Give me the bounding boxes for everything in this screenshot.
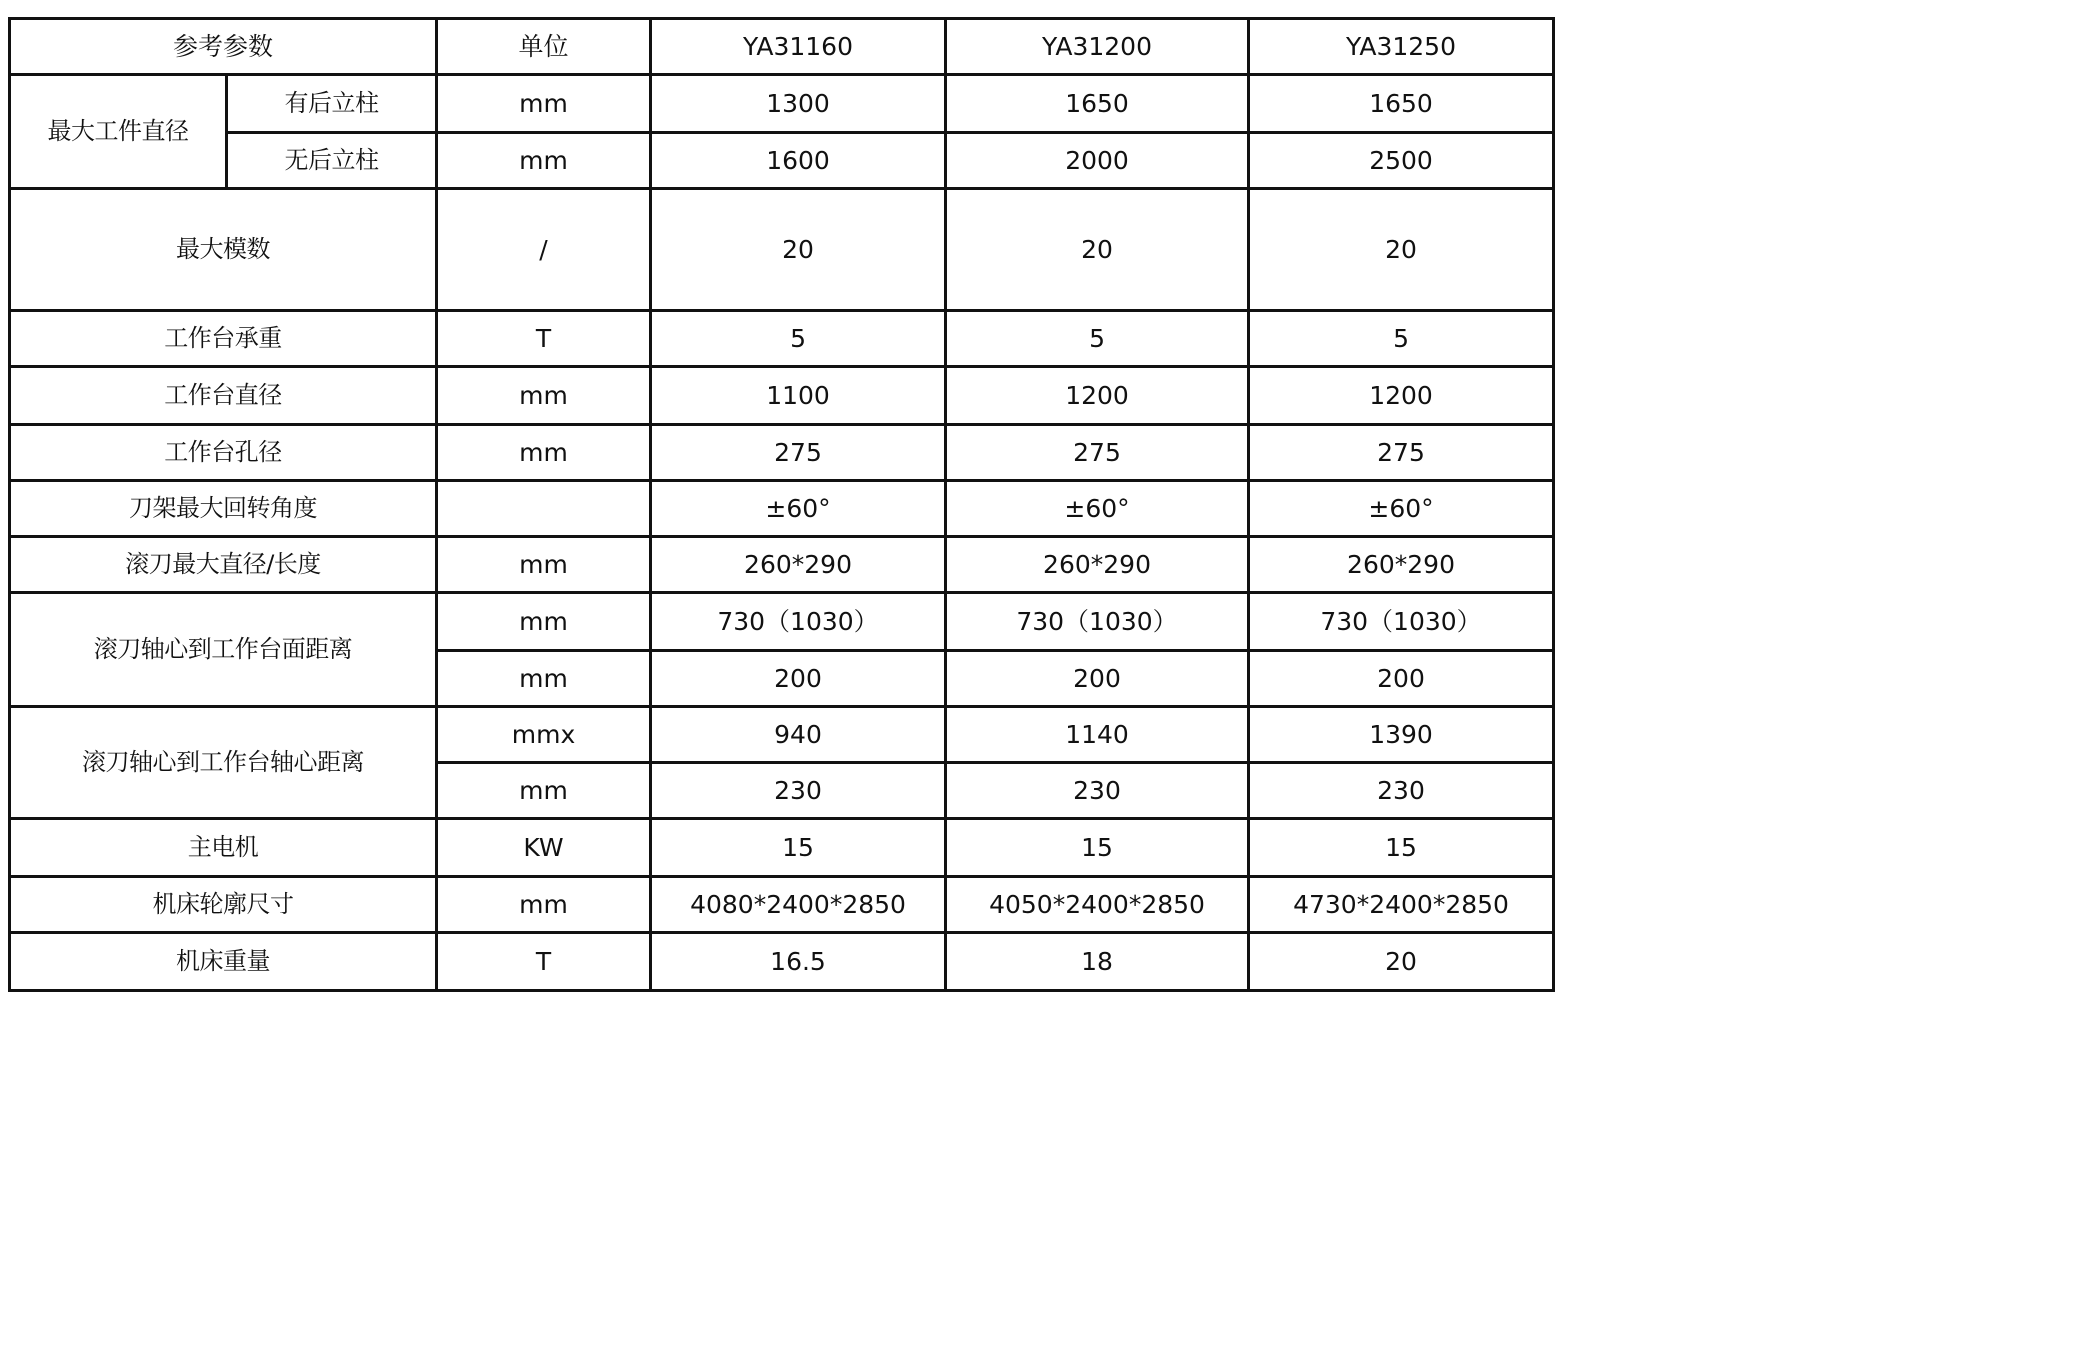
value-cell: ±60° [1249,481,1554,537]
unit-cell: T [437,311,651,367]
param-sublabel: 有后立柱 [227,75,437,133]
table-row [10,367,1554,425]
value-cell: 200 [1249,651,1554,707]
value-cell: 20 [1249,189,1554,311]
unit-cell: / [437,189,651,311]
unit-cell: mm [437,75,651,133]
value-cell: 230 [1249,763,1554,819]
unit-cell: mm [437,133,651,189]
value-cell: 15 [651,819,946,877]
table-row [10,537,1554,593]
param-label: 刀架最大回转角度 [10,481,437,537]
unit-cell: T [437,933,651,991]
header-model: YA31200 [946,19,1249,75]
table-row [10,877,1554,933]
table-row [10,933,1554,991]
param-label: 最大模数 [10,189,437,311]
value-cell: 230 [651,763,946,819]
unit-cell: KW [437,819,651,877]
param-label: 滚刀轴心到工作台轴心距离 [10,707,437,819]
value-cell: 5 [946,311,1249,367]
param-label: 机床重量 [10,933,437,991]
value-cell: 2000 [946,133,1249,189]
value-cell: 20 [1249,933,1554,991]
param-label: 机床轮廓尺寸 [10,877,437,933]
header-model: YA31250 [1249,19,1554,75]
unit-cell: mm [437,425,651,481]
value-cell: 1100 [651,367,946,425]
unit-cell: mm [437,593,651,651]
table-header-row [10,19,1554,75]
value-cell: 1650 [946,75,1249,133]
header-unit: 单位 [437,19,651,75]
value-cell: 730（1030） [946,593,1249,651]
param-label: 滚刀最大直径/长度 [10,537,437,593]
table-row [10,425,1554,481]
value-cell: 230 [946,763,1249,819]
value-cell: 5 [1249,311,1554,367]
param-label: 最大工件直径 [10,75,227,189]
value-cell: 1140 [946,707,1249,763]
value-cell: 1650 [1249,75,1554,133]
header-model: YA31160 [651,19,946,75]
unit-cell: mm [437,537,651,593]
value-cell: 275 [1249,425,1554,481]
value-cell: 1600 [651,133,946,189]
value-cell: 275 [946,425,1249,481]
unit-cell: mm [437,763,651,819]
value-cell: ±60° [946,481,1249,537]
value-cell: 1200 [946,367,1249,425]
unit-cell [437,481,651,537]
value-cell: 4730*2400*2850 [1249,877,1554,933]
value-cell: 260*290 [946,537,1249,593]
param-label: 主电机 [10,819,437,877]
value-cell: 730（1030） [1249,593,1554,651]
value-cell: 4050*2400*2850 [946,877,1249,933]
value-cell: ±60° [651,481,946,537]
table-row [10,75,1554,133]
param-sublabel: 无后立柱 [227,133,437,189]
unit-cell: mm [437,651,651,707]
value-cell: 200 [651,651,946,707]
value-cell: 940 [651,707,946,763]
unit-cell: mm [437,367,651,425]
value-cell: 18 [946,933,1249,991]
value-cell: 16.5 [651,933,946,991]
value-cell: 15 [946,819,1249,877]
value-cell: 200 [946,651,1249,707]
table-row [10,133,1554,189]
value-cell: 1390 [1249,707,1554,763]
table-row [10,311,1554,367]
unit-cell: mmx [437,707,651,763]
value-cell: 20 [946,189,1249,311]
value-cell: 260*290 [1249,537,1554,593]
value-cell: 15 [1249,819,1554,877]
table-row [10,819,1554,877]
value-cell: 2500 [1249,133,1554,189]
value-cell: 1300 [651,75,946,133]
table-row [10,707,1554,763]
table-row [10,593,1554,651]
value-cell: 4080*2400*2850 [651,877,946,933]
spec-table [8,17,1555,992]
table-row [10,481,1554,537]
table-row [10,189,1554,311]
value-cell: 260*290 [651,537,946,593]
param-label: 工作台孔径 [10,425,437,481]
value-cell: 275 [651,425,946,481]
param-label: 滚刀轴心到工作台面距离 [10,593,437,707]
unit-cell: mm [437,877,651,933]
value-cell: 20 [651,189,946,311]
param-label: 工作台承重 [10,311,437,367]
param-label: 工作台直径 [10,367,437,425]
value-cell: 730（1030） [651,593,946,651]
header-param: 参考参数 [10,19,437,75]
value-cell: 5 [651,311,946,367]
value-cell: 1200 [1249,367,1554,425]
